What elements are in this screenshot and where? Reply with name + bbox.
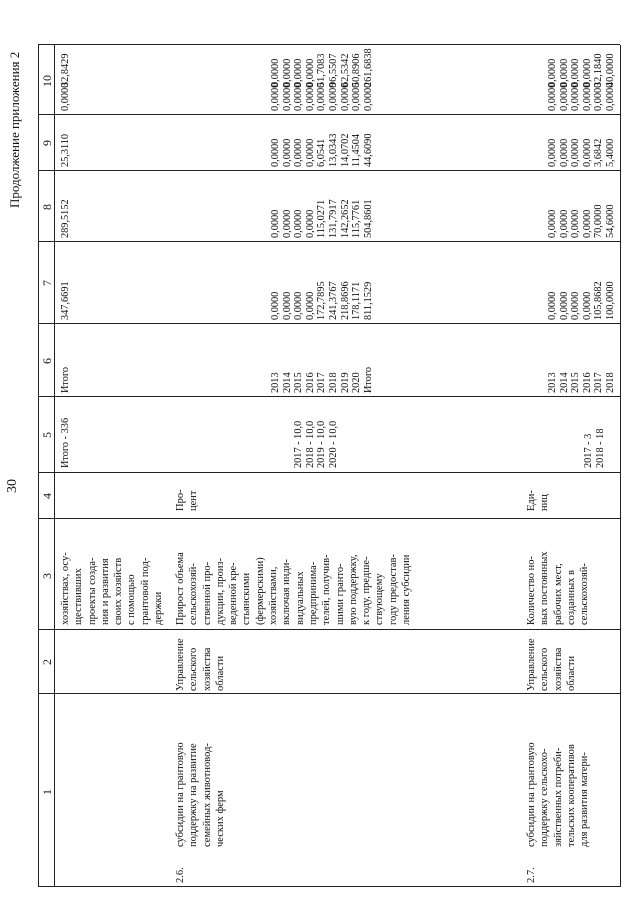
column-divider (38, 323, 620, 324)
amounts-column: 0,0000 0,0000 0,0000 0,0000 115,0271 131,7917 142,2652 115,7761 504,8601 (270, 199, 374, 238)
column-header: 9 (40, 140, 54, 146)
continued-amount: 347,6691 (60, 281, 71, 320)
column-divider (38, 518, 620, 519)
column-header: 4 (40, 493, 54, 499)
unit-of-measure: Про- цент (175, 489, 200, 511)
amounts-column: 0,0000 0,0000 0,0000 0,0000 172,7895 241,3767 218,8696 178,1171 811,1529 (270, 281, 374, 320)
column-header: 2 (40, 659, 54, 665)
target-values: 2017 - 10,0 2018 - 10,0 2019 - 10,0 2020 - 10,0 (293, 420, 339, 468)
header-row-divider (54, 45, 55, 887)
column-divider (38, 629, 620, 630)
years-list: 2013 2014 2015 2016 2017 2018 (547, 372, 616, 393)
continued-amount: 25,3110 (60, 133, 71, 167)
column-header: 5 (40, 432, 54, 438)
amounts-column: 0,0000 0,0000 0,0000 0,0000 70,0000 54,6000 (547, 204, 616, 238)
row-number: 2.7. (526, 867, 537, 883)
column-header: 6 (40, 358, 54, 364)
continued-indicator-text: хозяйствах, осу- ществивших проекты созда- ния и развития своих хозяйств с помощью грантовой под- держки (60, 552, 165, 625)
column-header: 3 (40, 573, 54, 579)
row-number: 2.6. (175, 867, 186, 883)
column-divider (38, 114, 620, 115)
column-divider (38, 170, 620, 171)
table-border-left (38, 886, 620, 887)
table-border-top (38, 45, 39, 887)
years-list: 2013 2014 2015 2016 2017 2018 2019 2020 Итого (270, 366, 374, 393)
continued-amount: 32,8429 (60, 53, 71, 87)
target-values: 2017 - 3 2018 - 18 (583, 428, 606, 468)
amounts-column: 0,0000 0,0000 0,0000 0,0000 32,1840 40,0000 (547, 53, 616, 87)
executor: Управление сельского хозяйства области (175, 638, 226, 691)
continued-target-total: Итого - 336 (60, 417, 71, 468)
column-divider (38, 693, 620, 694)
amounts-column: 0,0000 0,0000 0,0000 0,0000 3,6842 5,4000 (547, 138, 616, 167)
continued-amount: 289,5152 (60, 199, 71, 238)
column-divider (38, 241, 620, 242)
indicator-description: Количество но- вых постоянных рабочих мест, созданных в сельскохозяй- (526, 551, 591, 625)
amounts-column: 0,0000 0,0000 0,0000 0,0000 6,0541 13,0343 14,0702 11,4504 44,6090 (270, 133, 374, 167)
amounts-column: 0,0000 0,0000 0,0000 0,0000 51,7083 96,5507 62,5342 50,8906 261,6838 (270, 48, 374, 87)
continued-amount: 0,0000 (60, 82, 71, 111)
amounts-column: 0,0000 0,0000 0,0000 0,0000 0,0000 0,0000 (547, 82, 616, 111)
page-number: 30 (5, 479, 20, 493)
continued-year-label: Итого (60, 366, 71, 393)
table-border-right (38, 44, 620, 45)
amounts-column: 0,0000 0,0000 0,0000 0,0000 105,8682 100,0000 (547, 281, 616, 320)
column-divider (38, 472, 620, 473)
column-divider (38, 396, 620, 397)
amounts-column: 0,0000 0,0000 0,0000 0,0000 0,0000 0,0000 0,0000 0,0000 0,0000 (270, 82, 374, 111)
column-header: 1 (40, 789, 54, 795)
measure-name: субсидии на грантовую поддержку на развитие семейных животновод- ческих ферм (175, 742, 226, 847)
column-header: 10 (40, 75, 54, 87)
measure-name: субсидии на грантовую поддержку сельскохо- зяйственных потреби- тельских кооперативов для развития матери- (526, 742, 591, 847)
column-header: 7 (40, 280, 54, 286)
executor: Управление сельского хозяйства области (526, 638, 577, 691)
column-header: 8 (40, 204, 54, 210)
indicator-description: Прирост объема сельскохозяй- ственной про- дукции, произ- веденной кре- стьянскими (фермерскими) хозяйствами, включая инди- видуальных предпринима- телей, получив- шими гранто- вую поддержку, к году, предше- ствующему году предостав- ления субсидии (175, 552, 413, 625)
unit-of-measure: Еди- ниц (526, 490, 551, 511)
appendix-continuation-label: Продолжение приложения 2 (7, 51, 22, 208)
table-border-bottom (620, 45, 621, 887)
